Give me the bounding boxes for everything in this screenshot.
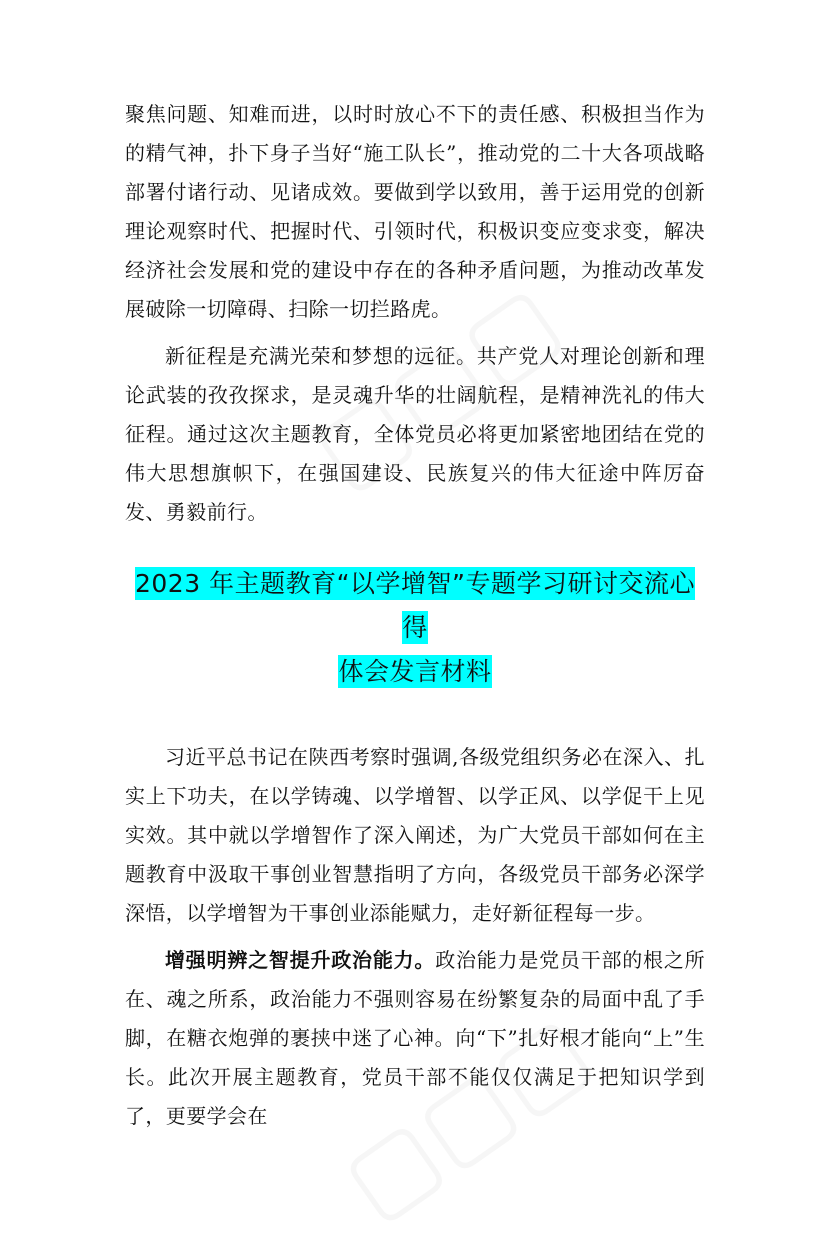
paragraph-political-ability xyxy=(125,941,705,1136)
paragraph-new-journey: 新征程是充满光荣和梦想的远征。共产党人对理论创新和理论武装的孜孜探求，是灵魂升华的壮阔航程，是精神洗礼的伟大征程。通过这次主题教育，全体党员必将更加紧密地团结在党的伟大思想旗帜下，在强国建设、民族复兴的伟大征途中阵厉奋发、勇毅前行。 xyxy=(125,344,705,524)
paragraph-xi-shaanxi: 习近平总书记在陕西考察时强调,各级党组织务必在深入、扎实上下功夫，在以学铸魂、以学增智、以学正风、以学促干上见实效。其中就以学增智作了深入阐述，为广大党员干部如何在主题教育中汲取干事创业智慧指明了方向，各级党员干部务必深学深悟，以学增智为干事创业添能赋力，走好新征程每一步。 xyxy=(125,745,705,925)
paragraph-intro-continued: 聚焦问题、知难而进，以时时放心不下的责任感、积极担当作为的精气神，扑下身子当好“施工队长”，推动党的二十大各项战略部署付诸行动、见诸成效。要做到学以致用，善于运用党的创新理论观察时代、把握时代、引领时代，积极识变应变求变，解决经济社会发展和党的建设中存在的各种矛盾问题，为推动改革发展破除一切障碍、扫除一切拦路虎。 xyxy=(125,102,705,321)
paragraph-lead-bold: 增强明辨之智提升政治能力。 xyxy=(165,948,436,972)
document-page xyxy=(125,95,705,1136)
section-heading xyxy=(125,562,705,694)
heading-line-1: 2023 年主题教育“以学增智”专题学习研讨交流心得 xyxy=(135,569,695,642)
paragraph-body: 政治能力是党员干部的根之所在、魂之所系，政治能力不强则容易在纷繁复杂的局面中乱了手脚，在糖衣炮弹的裹挟中迷了心神。向“下”扎好根才能向“上”生长。此次开展主题教育，党员干部不能仅仅满足于把知识学到了，更要学会在 xyxy=(125,948,706,1128)
heading-line-2: 体会发言材料 xyxy=(338,657,492,686)
